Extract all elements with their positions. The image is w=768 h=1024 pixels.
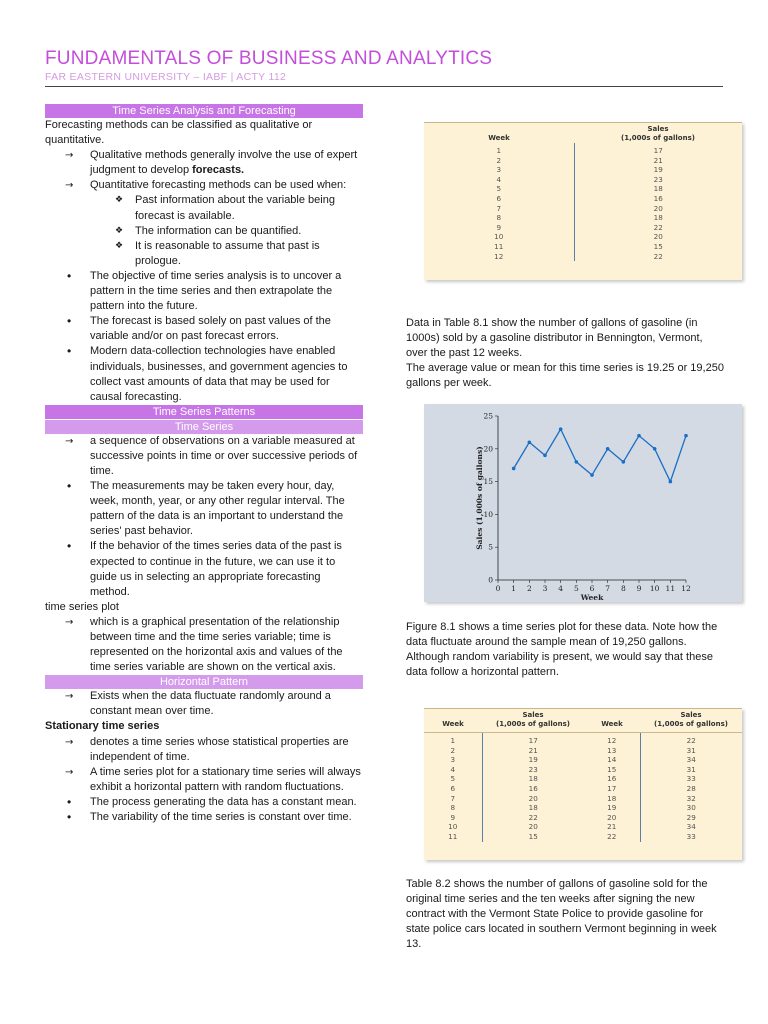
para-table-8-1-b: The average value or mean for this time series is 19.25 or 19,250 gallons per week.: [406, 362, 724, 390]
para-table-8-2: Table 8.2 shows the number of gallons of gasoline sold for the original time series and the ten weeks after signing the new contract with the Vermont State Police to provide gasoline for state police cars located in southern Vermont beginning in week 13.: [406, 878, 717, 951]
data-point: [559, 427, 563, 431]
x-tick-label: 11: [665, 584, 676, 593]
para-table-8-1-a: Data in Table 8.1 show the number of gallons of gasoline (in 1000s) sold by a gasoline distributor in Bennington, Vermont, over the past 12 weeks.: [406, 317, 703, 360]
t2-sales-cell-left: 23: [528, 764, 538, 774]
table-row: [424, 156, 742, 166]
t1-sales-header: Sales (1,000s of gallons): [621, 125, 695, 142]
bullet-item-measurements: • The measurements may be taken every hour, day, week, month, year, or any other regular interval. The pattern of the data is an important to understand the series' past behavior.: [45, 479, 363, 539]
section-band-forecasting: Time Series Analysis and Forecasting: [45, 104, 363, 118]
table-row: [424, 755, 742, 765]
t1-sales-cell: 16: [653, 193, 663, 203]
data-point: [622, 460, 626, 464]
table-row: [424, 746, 742, 756]
section-band-time-series: Time Series: [45, 420, 363, 434]
data-point: [669, 480, 673, 484]
table-row: [424, 204, 742, 214]
t2-week-cell-right: 19: [584, 803, 640, 813]
t2-sales-cell-right: 33: [686, 774, 696, 784]
t2-sales-cell-left: 20: [528, 822, 538, 832]
arrow-item-qualitative: [45, 148, 363, 178]
table-8-2: [424, 708, 742, 860]
x-tick-label: 6: [589, 584, 595, 593]
t1-week-cell: 8: [424, 213, 574, 223]
t2-sales-cell-right: 33: [686, 831, 696, 841]
t2-week-cell-left: 9: [424, 813, 482, 823]
t1-sales-cell: 18: [653, 184, 663, 194]
t1-week-cell: 6: [424, 194, 574, 204]
t2-sales-cell-right: 32: [686, 793, 696, 803]
t1-week-cell: 9: [424, 223, 574, 233]
data-point: [575, 460, 579, 464]
t2-sales-cell-left: 21: [528, 745, 538, 755]
table-row: [424, 165, 742, 175]
t1-sales-cell: 20: [653, 203, 663, 213]
table-8-1: [424, 122, 742, 280]
table-row: [424, 184, 742, 194]
time-series-chart: [424, 404, 742, 602]
t2-week-header-right: Week: [584, 709, 640, 733]
t2-week-cell-left: 3: [424, 755, 482, 765]
table-row: [424, 822, 742, 832]
data-point: [684, 434, 688, 438]
y-tick-label: 15: [483, 477, 493, 487]
t1-sales-cell: 15: [653, 241, 663, 251]
t1-week-cell: 12: [424, 252, 574, 262]
diamond-item-prologue: ❖ It is reasonable to assume that past is prologue.: [45, 239, 363, 269]
table-row: [424, 733, 742, 746]
x-axis-label: Week: [580, 593, 604, 602]
table-row: [424, 832, 742, 842]
t1-sales-cell: 17: [653, 146, 663, 155]
x-tick-label: 12: [681, 584, 691, 593]
diamond-item-past-info: ❖ Past information about the variable being forecast is available.: [45, 193, 363, 223]
arrow-item-stationary-plot: → A time series plot for a stationary time series will always exhibit a horizontal pattern with random fluctuations.: [45, 765, 363, 795]
qualitative-text: Qualitative methods generally involve the use of expert judgment to develop: [90, 149, 358, 177]
document-subtitle: FAR EASTERN UNIVERSITY – IABF | ACTY 112: [45, 71, 287, 83]
bullet-item-behavior: • If the behavior of the times series data of the past is expected to continue in the future, we can use it to guide us in selecting an appropriate forecasting method.: [45, 539, 363, 599]
t1-sales-cell: 19: [653, 165, 663, 175]
t1-week-cell: 5: [424, 184, 574, 194]
t2-sales-cell-left: 20: [528, 793, 538, 803]
x-tick-label: 3: [542, 584, 548, 593]
table-row: [424, 784, 742, 794]
t2-week-cell-right: 12: [584, 733, 640, 746]
t1-sales-cell: 22: [653, 251, 663, 261]
x-tick-label: 4: [558, 584, 564, 593]
time-series-plot-label: time series plot: [45, 600, 119, 613]
arrow-item-quantitative: → Quantitative forecasting methods can be used when:: [45, 178, 363, 193]
t2-sales-cell-right: 31: [686, 764, 696, 774]
t2-week-header-left: Week: [424, 709, 482, 733]
t2-sales-cell-right: 28: [686, 783, 696, 793]
t2-sales-cell-right: 30: [686, 803, 696, 813]
bullet-item-constant-mean: • The process generating the data has a constant mean.: [45, 795, 363, 810]
data-point: [590, 473, 594, 477]
x-tick-label: 5: [573, 584, 579, 593]
bullet-item-constant-variability: • The variability of the time series is constant over time.: [45, 810, 363, 825]
x-tick-label: 0: [495, 584, 501, 593]
t2-sales-cell-right: 34: [686, 755, 696, 765]
t1-sales-cell: 23: [653, 174, 663, 184]
t2-week-cell-left: 1: [424, 733, 482, 746]
t2-sales-cell-right: 34: [686, 822, 696, 832]
y-axis-label: Sales (1,000s of gallons): [475, 446, 484, 550]
bullet-item-objective: • The objective of time series analysis is to uncover a pattern in the time series and then extrapolate the pattern into the future.: [45, 269, 363, 314]
t2-week-cell-right: 22: [584, 832, 640, 842]
section-band-patterns: Time Series Patterns: [45, 405, 363, 419]
t2-week-cell-right: 16: [584, 774, 640, 784]
y-tick-label: 25: [483, 411, 493, 421]
x-tick-label: 1: [511, 584, 517, 593]
para-figure-8-1-a: Figure 8.1 shows a time series plot for these data. Note how the data fluctuate around the sample mean of 19,250 gallons.: [406, 621, 718, 649]
bullet-item-data-collection: • Modern data-collection technologies have enabled individuals, businesses, and government agencies to collect vast amounts of data that may be used for causal forecasting.: [45, 344, 363, 404]
table-row: [424, 803, 742, 813]
table-row: [424, 143, 742, 156]
section-band-horizontal: Horizontal Pattern: [45, 675, 363, 689]
t2-week-cell-left: 5: [424, 774, 482, 784]
y-tick-label: 20: [483, 444, 493, 454]
t1-sales-cell: 20: [653, 232, 663, 242]
table-row: [424, 175, 742, 185]
t1-week-cell: 1: [424, 143, 574, 156]
y-tick-label: 0: [488, 575, 493, 585]
t2-week-cell-left: 11: [424, 832, 482, 842]
intro-text: Forecasting methods can be classified as qualitative or quantitative.: [45, 119, 313, 147]
arrow-item-stationary-def: → denotes a time series whose statistical properties are independent of time.: [45, 735, 363, 765]
t1-week-header: Week: [488, 134, 510, 142]
t2-sales-cell-left: 18: [528, 803, 538, 813]
x-tick-label: 10: [649, 584, 660, 593]
data-point: [637, 434, 641, 438]
t2-sales-cell-left: 18: [528, 774, 538, 784]
arrow-item-ts-definition: → a sequence of observations on a variable measured at successive points in time or over successive periods of time.: [45, 434, 363, 479]
bullet-item-forecast-basis: • The forecast is based solely on past values of the variable and/or on past forecast errors.: [45, 314, 363, 344]
t2-week-cell-left: 7: [424, 794, 482, 804]
x-tick-label: 2: [526, 584, 532, 593]
t2-week-cell-left: 10: [424, 822, 482, 832]
table-row: [424, 794, 742, 804]
arrow-item-plot-definition: → which is a graphical presentation of the relationship between time and the time series variable; time is represented on the horizontal axis and values of the time series variable are shown on the vertical axis.: [45, 615, 363, 675]
arrow-item-horizontal: → Exists when the data fluctuate randomly around a constant mean over time.: [45, 689, 363, 719]
t1-week-cell: 11: [424, 242, 574, 252]
t1-week-cell: 2: [424, 156, 574, 166]
t2-sales-cell-left: 16: [528, 783, 538, 793]
t1-week-cell: 10: [424, 232, 574, 242]
x-tick-label: 9: [636, 584, 642, 593]
table-row: [424, 252, 742, 262]
t2-sales-cell-left: 15: [528, 831, 538, 841]
table-row: [424, 223, 742, 233]
left-column: [45, 104, 363, 825]
table-row: [424, 242, 742, 252]
table-row: [424, 213, 742, 223]
para-table-8-1: [406, 316, 726, 391]
t2-week-cell-right: 15: [584, 765, 640, 775]
t2-week-cell-left: 2: [424, 746, 482, 756]
stationary-label: Stationary time series: [45, 720, 160, 733]
t1-sales-cell: 18: [653, 213, 663, 223]
t1-sales-cell: 21: [653, 155, 663, 165]
table-row: [424, 774, 742, 784]
t2-sales-cell-right: 29: [686, 812, 696, 822]
y-tick-label: 5: [488, 542, 493, 552]
t2-week-cell-right: 13: [584, 746, 640, 756]
data-point: [653, 447, 657, 451]
t2-week-cell-left: 4: [424, 765, 482, 775]
y-tick-label: 10: [483, 509, 493, 519]
t2-sales-cell-left: 17: [528, 736, 538, 745]
data-point: [512, 467, 516, 471]
figure-8-1: [424, 404, 742, 602]
t2-sales-header-left: Sales (1,000s of gallons): [482, 709, 584, 733]
t2-week-cell-left: 6: [424, 784, 482, 794]
t2-sales-cell-left: 22: [528, 812, 538, 822]
t2-week-cell-right: 18: [584, 794, 640, 804]
data-point: [606, 447, 610, 451]
series-line: [514, 429, 686, 481]
t2-sales-cell-right: 22: [686, 736, 696, 745]
document-title: FUNDAMENTALS OF BUSINESS AND ANALYTICS: [45, 48, 493, 69]
t2-sales-header-right: Sales (1,000s of gallons): [640, 709, 742, 733]
para-figure-8-1: [406, 620, 726, 680]
t2-week-cell-right: 21: [584, 822, 640, 832]
t1-week-cell: 4: [424, 175, 574, 185]
t2-sales-cell-right: 31: [686, 745, 696, 755]
t2-week-cell-right: 17: [584, 784, 640, 794]
t2-week-cell-right: 14: [584, 755, 640, 765]
t1-week-cell: 3: [424, 165, 574, 175]
forecasts-bold: forecasts.: [192, 164, 245, 177]
t2-sales-cell-left: 19: [528, 755, 538, 765]
x-tick-label: 8: [620, 584, 626, 593]
table-row: [424, 813, 742, 823]
t1-week-cell: 7: [424, 204, 574, 214]
t1-sales-cell: 22: [653, 222, 663, 232]
diamond-item-quantified: ❖ The information can be quantified.: [45, 224, 363, 239]
header-rule: [45, 86, 723, 87]
table-row: [424, 194, 742, 204]
para-figure-8-1-b: Although random variability is present, we would say that these data follow a horizontal pattern.: [406, 651, 713, 679]
x-tick-label: 7: [605, 584, 611, 593]
table-row: [424, 765, 742, 775]
t2-week-cell-right: 20: [584, 813, 640, 823]
data-point: [528, 440, 532, 444]
t2-week-cell-left: 8: [424, 803, 482, 813]
data-point: [543, 454, 547, 458]
table-row: [424, 232, 742, 242]
